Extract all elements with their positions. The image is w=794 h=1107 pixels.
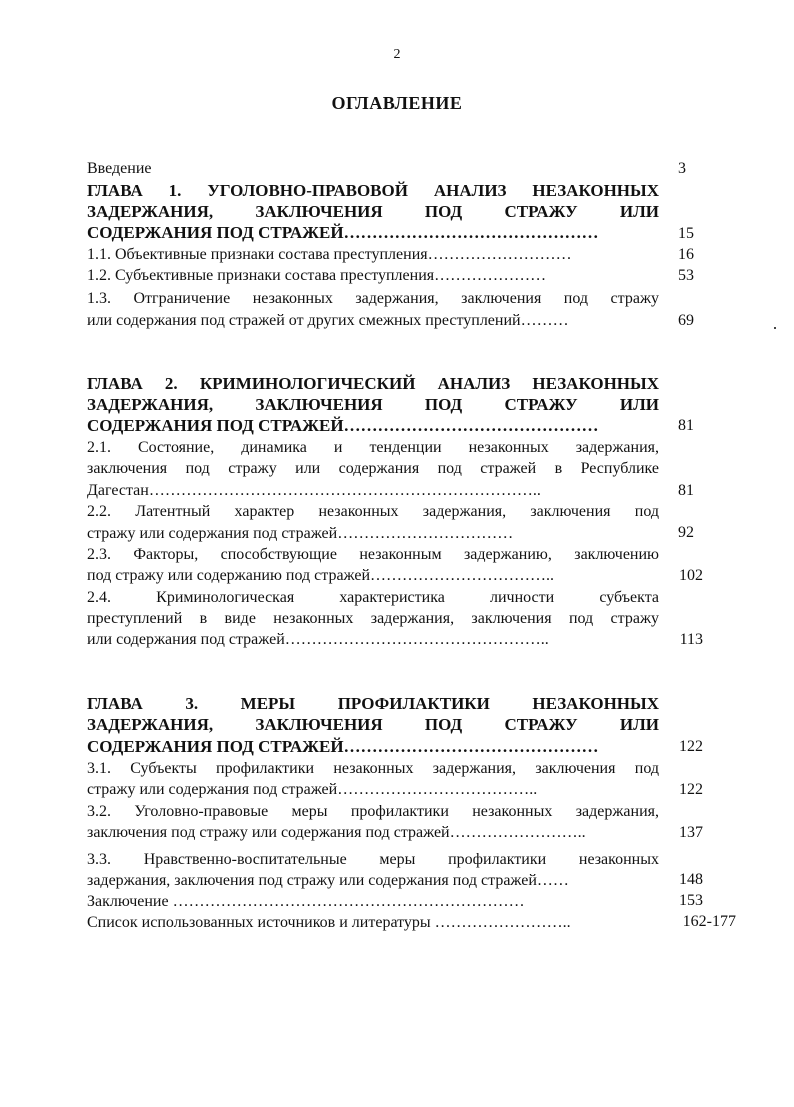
page-number: 2 (393, 47, 401, 62)
toc-entry-2-2-line-2: стражу или содержания под стражей…………………………… (87, 525, 514, 542)
toc-entry-2-4-line-3: или содержания под стражей………………………………………….. (87, 631, 549, 648)
toc-entry-2-3-line-1: 2.3. Факторы, способствующие незаконным задержанию, заключению (87, 546, 659, 563)
toc-chapter-2-line-2: ЗАДЕРЖАНИЯ, ЗАКЛЮЧЕНИЯ ПОД СТРАЖУ ИЛИ (87, 395, 659, 414)
toc-entry-3-3-line-2: задержания, заключения под стражу или содержания под стражей…… (87, 872, 569, 889)
toc-chapter-2-line-1: ГЛАВА 2. КРИМИНОЛОГИЧЕСКИЙ АНАЛИЗ НЕЗАКОННЫХ (87, 374, 659, 393)
toc-entry-3-1-line-1: 3.1. Субъекты профилактики незаконных задержания, заключения под (87, 760, 659, 777)
toc-entry-3-3-line-1: 3.3. Нравственно-воспитательные меры профилактики незаконных (87, 851, 659, 868)
toc-page-1-1: 16 (678, 246, 694, 263)
toc-entry-3-1-line-2: стражу или содержания под стражей……………………………….. (87, 781, 538, 798)
toc-entry-1-1: 1.1. Объективные признаки состава преступления……………………… (87, 246, 572, 263)
toc-entry-2-1-line-2: заключения под стражу или содержания под стражей в Республике (87, 460, 659, 477)
toc-entry-1-2: 1.2. Субъективные признаки состава преступления………………… (87, 267, 547, 284)
toc-chapter-1-line-1: ГЛАВА 1. УГОЛОВНО-ПРАВОВОЙ АНАЛИЗ НЕЗАКОННЫХ (87, 181, 659, 200)
toc-page-bibliography: 162-177 (682, 913, 736, 930)
toc-page-1-2: 53 (678, 267, 694, 284)
toc-entry-3-2-line-1: 3.2. Уголовно-правовые меры профилактики незаконных задержания, (87, 803, 659, 820)
page-title: ОГЛАВЛЕНИЕ (331, 93, 463, 113)
toc-page-3-3: 148 (679, 871, 703, 888)
toc-page-2-2: 92 (678, 524, 694, 541)
toc-page-3-1: 122 (679, 781, 703, 798)
toc-entry-1-3-line-1: 1.3. Отграничение незаконных задержания, заключения под стражу (87, 290, 659, 307)
toc-entry-2-4-line-1: 2.4. Криминологическая характеристика личности субъекта (87, 589, 659, 606)
toc-chapter-1-line-2: ЗАДЕРЖАНИЯ, ЗАКЛЮЧЕНИЯ ПОД СТРАЖУ ИЛИ (87, 202, 659, 221)
toc-chapter-3-line-2: ЗАДЕРЖАНИЯ, ЗАКЛЮЧЕНИЯ ПОД СТРАЖУ ИЛИ (87, 715, 659, 734)
toc-chapter-3-line-1: ГЛАВА 3. МЕРЫ ПРОФИЛАКТИКИ НЕЗАКОННЫХ (87, 694, 659, 713)
toc-entry-2-1-line-1: 2.1. Состояние, динамика и тенденции незаконных задержания, (87, 439, 659, 456)
toc-entry-conclusion: Заключение ………………………………………………………… (87, 893, 525, 910)
toc-entry-bibliography: Список использованных источников и литературы …………………….. (87, 914, 571, 931)
toc-page-2-4: 113 (679, 631, 703, 648)
toc-page-conclusion: 153 (679, 892, 703, 909)
toc-page-2-1: 81 (678, 482, 694, 499)
toc-page-chapter-2: 81 (678, 417, 694, 434)
toc-page-1-3: 69 (678, 312, 694, 329)
toc-entry-2-4-line-2: преступлений в виде незаконных задержания, заключения под стражу (87, 610, 659, 627)
toc-chapter-2-line-3: СОДЕРЖАНИЯ ПОД СТРАЖЕЙ……………………………………… (87, 416, 599, 435)
toc-entry-1-3-line-2: или содержания под стражей от других смежных преступлений……… (87, 312, 569, 329)
toc-entry-2-3-line-2: под стражу или содержанию под стражей…………………………….. (87, 567, 555, 584)
toc-page-3-2: 137 (679, 824, 703, 841)
toc-entry-2-1-line-3: Дагестан……………………………………………………………….. (87, 482, 541, 499)
toc-page-chapter-3: 122 (679, 738, 703, 755)
scan-speck (774, 327, 776, 329)
toc-entry-2-2-line-1: 2.2. Латентный характер незаконных задержания, заключения под (87, 503, 659, 520)
toc-chapter-3-line-3: СОДЕРЖАНИЯ ПОД СТРАЖЕЙ……………………………………… (87, 737, 599, 756)
toc-page-2-3: 102 (679, 567, 703, 584)
toc-page-intro: 3 (678, 160, 686, 177)
toc-chapter-1-line-3: СОДЕРЖАНИЯ ПОД СТРАЖЕЙ……………………………………… (87, 223, 599, 242)
toc-entry-intro: Введение (87, 160, 152, 177)
toc-page-chapter-1: 15 (678, 225, 694, 242)
toc-entry-3-2-line-2: заключения под стражу или содержания под стражей…………………….. (87, 824, 586, 841)
